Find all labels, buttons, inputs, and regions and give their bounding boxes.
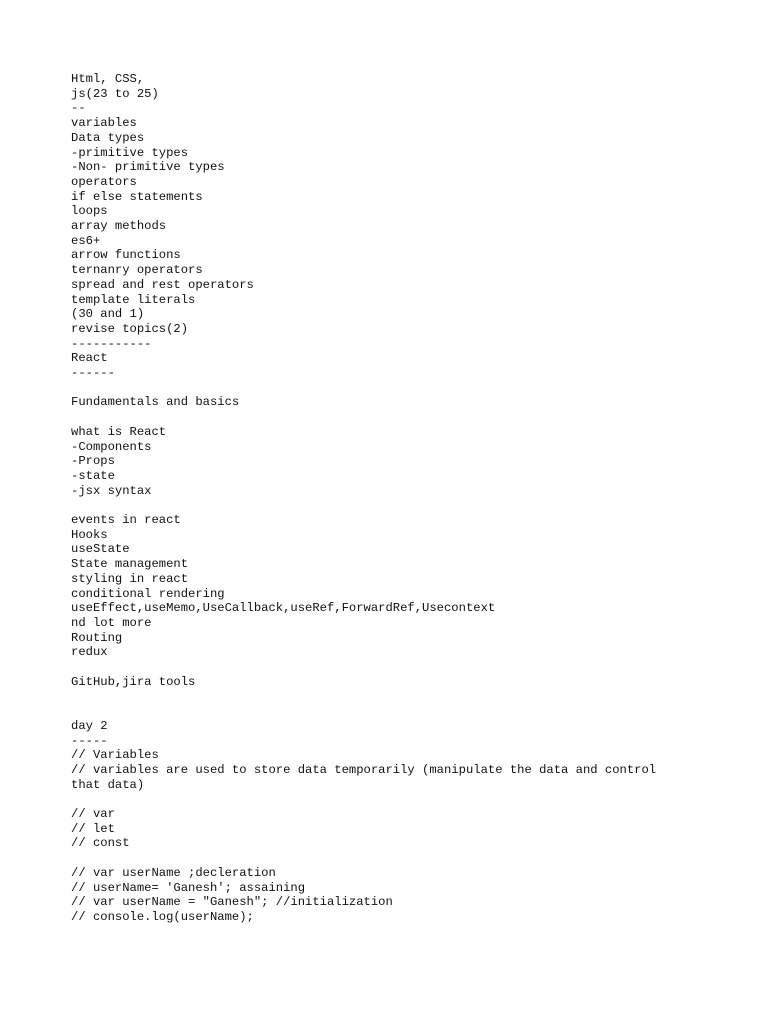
text-line: js(23 to 25) <box>71 86 159 101</box>
text-line: events in react <box>71 513 181 528</box>
text-line: loops <box>71 204 108 219</box>
text-line: es6+ <box>71 233 101 248</box>
text-line: // variables are used to store data temporarily (manipulate the data and control <box>71 762 657 777</box>
text-line: GitHub,jira tools <box>71 674 196 689</box>
text-line: if else statements <box>71 189 203 204</box>
text-line: that data) <box>71 777 145 792</box>
blank-line <box>71 381 711 396</box>
text-line: Fundamentals and basics <box>71 395 240 410</box>
blank-line <box>71 660 711 675</box>
text-line: // const <box>71 836 130 851</box>
text-line: spread and rest operators <box>71 277 254 292</box>
text-line: redux <box>71 645 108 660</box>
blank-line <box>71 851 711 866</box>
text-line: ------ <box>71 366 115 381</box>
text-line: what is React <box>71 424 167 439</box>
text-line: ternanry operators <box>71 263 203 278</box>
text-line: variables <box>71 116 137 131</box>
text-line: // var <box>71 807 115 822</box>
text-line: array methods <box>71 219 167 234</box>
text-line: // userName= 'Ganesh'; assaining <box>71 880 306 895</box>
text-line: -Non- primitive types <box>71 160 225 175</box>
text-line: useState <box>71 542 130 557</box>
text-line: -Components <box>71 439 152 454</box>
text-line: -Props <box>71 454 115 469</box>
text-line: day 2 <box>71 718 108 733</box>
blank-line <box>71 689 711 718</box>
text-line: State management <box>71 557 189 572</box>
text-line: Data types <box>71 130 145 145</box>
text-line: -state <box>71 468 115 483</box>
blank-line <box>71 498 711 513</box>
text-line: // console.log(userName); <box>71 909 254 924</box>
text-line: -primitive types <box>71 145 189 160</box>
text-line: nd lot more <box>71 615 152 630</box>
text-line: template literals <box>71 292 196 307</box>
text-line: ----- <box>71 733 108 748</box>
text-line: operators <box>71 174 137 189</box>
text-line: styling in react <box>71 571 189 586</box>
blank-line <box>71 792 711 807</box>
text-line: React <box>71 351 108 366</box>
blank-line <box>71 410 711 425</box>
text-line: Routing <box>71 630 123 645</box>
text-line: conditional rendering <box>71 586 225 601</box>
text-line: Html, CSS, <box>71 72 145 86</box>
document-page <box>71 72 711 925</box>
text-line: (30 and 1) <box>71 307 145 322</box>
text-line: -jsx syntax <box>71 483 152 498</box>
text-line: // var userName = "Ganesh"; //initialization <box>71 895 393 910</box>
text-line: arrow functions <box>71 248 181 263</box>
text-line: useEffect,useMemo,UseCallback,useRef,ForwardRef,Usecontext <box>71 601 496 616</box>
text-line: -- <box>71 101 86 116</box>
text-line: revise topics(2) <box>71 321 189 336</box>
text-line: // Variables <box>71 748 159 763</box>
text-line: ----------- <box>71 336 152 351</box>
text-line: // let <box>71 821 115 836</box>
text-line: Hooks <box>71 527 108 542</box>
text-line: // var userName ;decleration <box>71 865 276 880</box>
